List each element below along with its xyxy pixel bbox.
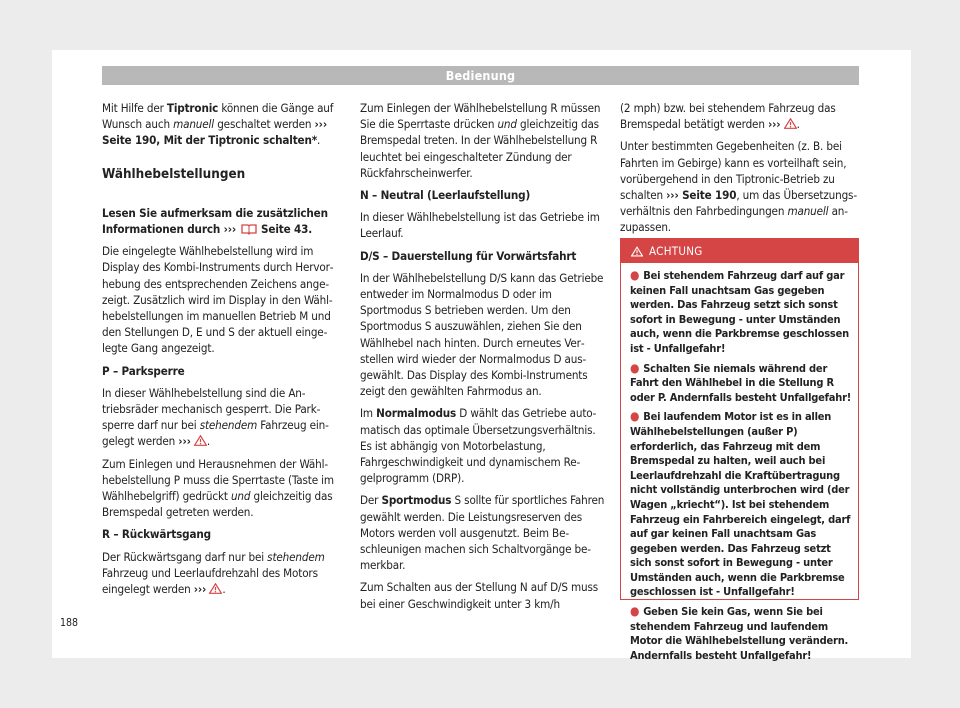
paragraph-display: Die eingelegte Wählhebelstellung wird im Display des Kombi-Instruments durch Hervorhebung des entsprechenden Zeichens angezeigt. Zusätzlich wird im Display in den Wählhebelstellungen im manuellen Betrieb M und den Stellungen D, E und S der aktuell eingelegte Gang angezeigt. (102, 244, 334, 356)
section-heading: Wählhebelstellungen (102, 166, 246, 182)
paragraph-p-1: In dieser Wählhebelstellung sind die Antriebsräder mechanisch gesperrt. Die Parksperre darf nur bei stehendem Fahrzeug eingelegt werden ››› . (102, 385, 329, 449)
paragraph-ds-1: In der Wählhebelstellung D/S kann das Getriebe entweder im Normalmodus D oder im Sportmodus S betrieben werden. Um den Sportmodus S auszuwählen, ziehen Sie den Wählhebel nach hinten. Durch erneutes Verstellen wird wieder der Normalmodus D ausgewählt. Das Display des Kombi-Instruments zeigt den gewählten Fahrmodus an. (360, 270, 604, 399)
warning-triangle-icon (209, 582, 222, 593)
column-3 (620, 100, 860, 242)
link-seite-190[interactable]: ››› Seite 190, Mit der Tiptronic schalten* (102, 117, 327, 148)
book-icon (240, 223, 258, 235)
paragraph-c3-1: (2 mph) bzw. bei stehendem Fahrzeug das Bremspedal betätigt werden ››› . (620, 101, 836, 132)
heading-n: N – Neutral (Leerlaufstellung) (360, 188, 531, 203)
warning-item: ● Schalten Sie niemals während der Fahrt den Wählhebel in die Stellung R oder P. Andernfalls besteht Unfallgefahr! (630, 360, 852, 404)
bullet-icon: ● (630, 409, 640, 424)
warning-item: ● Bei stehendem Fahrzeug darf auf gar keinen Fall unachtsam Gas gegeben werden. Das Fahrzeug setzt sich sonst sofort in Bewegung - unter Umständen auch, wenn die Parkbremse geschlossen ist - Unfallgefahr! (630, 268, 849, 355)
paragraph-n: In dieser Wählhebelstellung ist das Getriebe im Leerlauf. (360, 210, 600, 241)
notice-paragraph: Lesen Sie aufmerksam die zusätzlichen Informationen durch ››› Seite 43. (102, 205, 328, 237)
warning-link[interactable]: ››› (767, 117, 781, 132)
paragraph-ds-3: Der Sportmodus S sollte für sportliches Fahren gewählt werden. Die Leistungsreserven des Motors werden voll ausgenutzt. Beim Beschleunigen machen sich Schaltvorgänge bemerkbar. (360, 493, 605, 573)
paragraph-r-1: Der Rückwärtsgang darf nur bei stehendem Fahrzeug und Leerlaufdrehzahl des Motors eingelegt werden ››› . (102, 549, 325, 597)
bullet-icon: ● (630, 604, 640, 619)
heading-p: P – Parksperre (102, 363, 185, 378)
paragraph-r-2: Zum Einlegen der Wählhebelstellung R müssen Sie die Sperrtaste drücken und gleichzeitig das Bremspedal treten. In der Wählhebelstellung R leuchtet bei eingeschalteter Zündung der Rückfahrscheinwerfer. (360, 101, 601, 180)
column-2 (360, 100, 605, 618)
column-1 (102, 100, 344, 603)
warning-item: ● Geben Sie kein Gas, wenn Sie bei stehendem Fahrzeug und laufendem Motor die Wählhebelstellung verändern. Andernfalls besteht Unfallgefahr! (630, 604, 849, 662)
warning-box-title: ACHTUNG (649, 244, 703, 258)
paragraph-c3-2: Unter bestimmten Gegebenheiten (z. B. bei Fahrten im Gebirge) kann es vorteilhaft sein, vorübergehend in den Tiptronic-Betrieb zu schalten ››› Seite 190, um das Übersetzungsverhältnis den Fahrbedingungen manuell anzupassen. (620, 139, 858, 235)
link-seite-43[interactable]: Seite 43 (257, 222, 309, 237)
paragraph-ds-4: Zum Schalten aus der Stellung N auf D/S muss bei einer Geschwindigkeit unter 3 km/h (360, 580, 599, 611)
paragraph-ds-2: Im Normalmodus D wählt das Getriebe automatisch das optimale Übersetzungsverhältnis. Es ist abhängig von Motorbelastung, Fahrgeschwindigkeit und dynamischem Regelprogramm (DRP). (360, 406, 597, 486)
heading-r: R – Rückwärtsgang (102, 527, 211, 542)
intro-paragraph: Mit Hilfe der Tiptronic können die Gänge auf Wunsch auch manuell geschaltet werden ››› Seite 190, Mit der Tiptronic schalten*. (102, 101, 334, 148)
warning-box (620, 238, 859, 662)
paragraph-p-2: Zum Einlegen und Herausnehmen der Wählhebelstellung P muss die Sperrtaste (Taste im Wählhebelgriff) gedrückt und gleichzeitig das Bremspedal getreten werden. (102, 456, 334, 520)
section-header: Bedienung (102, 66, 859, 85)
bullet-icon: ● (630, 268, 640, 282)
heading-ds: D/S – Dauerstellung für Vorwärtsfahrt (360, 248, 577, 263)
page-number: 188 (60, 617, 79, 629)
warning-item: ● Bei laufendem Motor ist es in allen Wählhebelstellungen (außer P) erforderlich, das Fahrzeug mit dem Bremspedal zu halten, weil auch bei Leerlaufdrehzahl die Kraftübertragung nicht vollständig unterbrochen wird (der Wagen „kriecht“). Ist bei stehendem Fahrzeug ein Fahrbereich eingelegt, darf auf gar keinen Fall unachtsam Gas gegeben werden. Das Fahrzeug setzt sich sonst sofort in Bewegung - unter Umständen auch, wenn die Parkbremse geschlossen ist - Unfallgefahr! (630, 409, 851, 599)
warning-link[interactable]: ››› (178, 434, 191, 449)
warning-box-header (621, 239, 858, 263)
link-seite-190[interactable]: ››› Seite 190 (666, 188, 737, 203)
warning-box-body (621, 263, 858, 663)
warning-triangle-icon (631, 246, 643, 257)
warning-triangle-icon (784, 117, 797, 128)
bullet-icon: ● (630, 360, 640, 375)
warning-triangle-icon (194, 434, 207, 445)
warning-link[interactable]: ››› (193, 582, 207, 597)
